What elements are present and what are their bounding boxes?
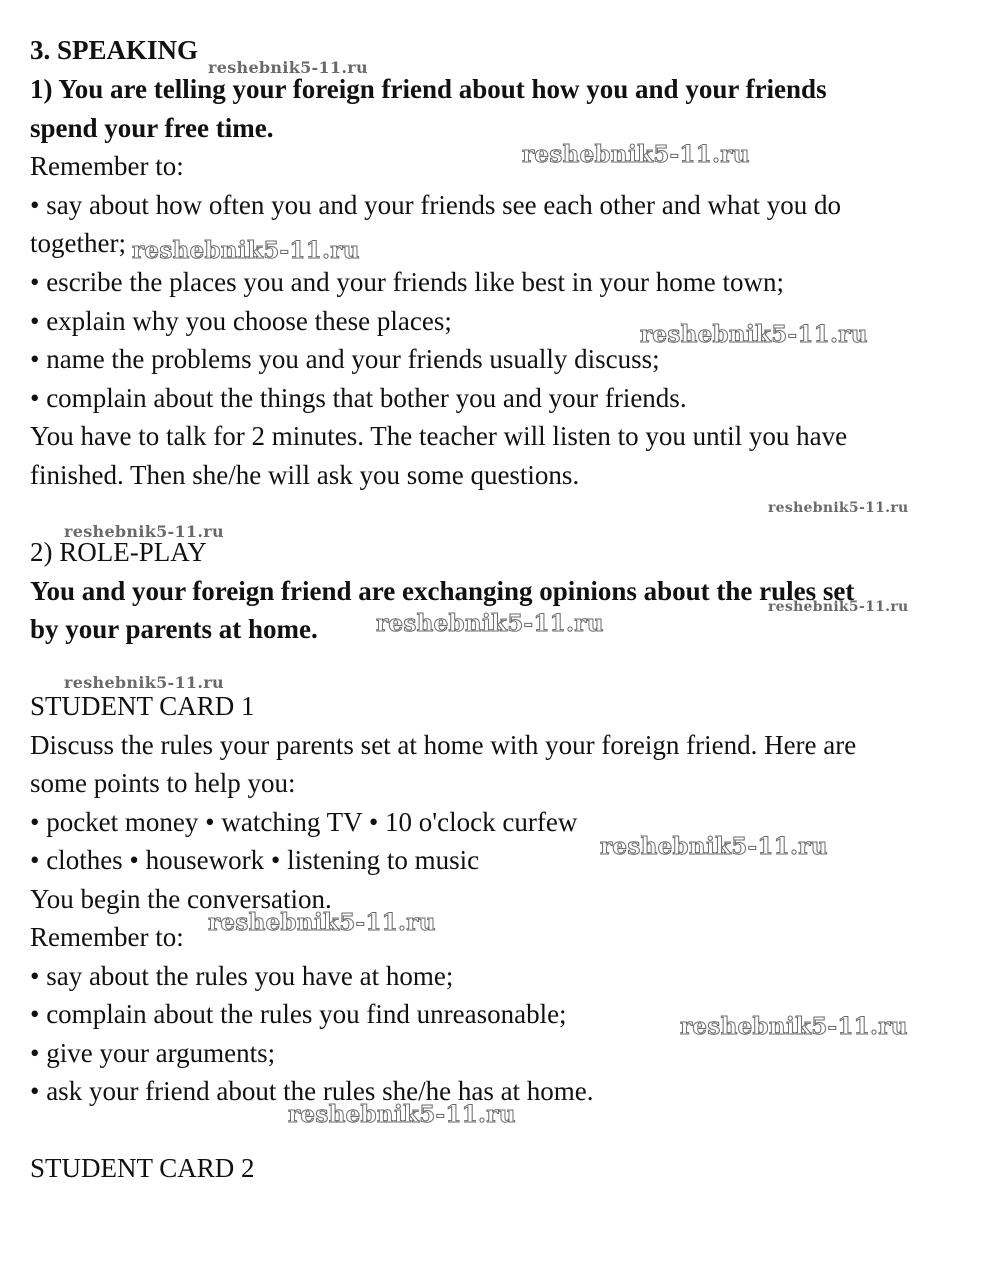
task2-prompt-line2: by your parents at home. [30, 614, 318, 644]
watermark: reshebnik5-11.ru [600, 833, 828, 860]
task1-prompt-line2: spend your free time. [30, 113, 274, 143]
watermark: reshebnik5-11.ru [132, 237, 360, 264]
watermark: reshebnik5-11.ru [288, 1101, 516, 1128]
watermark: reshebnik5-11.ru [376, 610, 604, 637]
card1-bullet-1: • say about the rules you have at home; [30, 961, 454, 991]
watermark: reshebnik5-11.ru [768, 500, 909, 516]
task1-note-line2: finished. Then she/he will ask you some questions. [30, 460, 580, 490]
card1-points-line1: • pocket money • watching TV • 10 o'clock curfew [30, 807, 578, 837]
task2-prompt-line1: You and your foreign friend are exchanging opinions about the rules set [30, 576, 855, 606]
watermark: reshebnik5-11.ru [522, 141, 750, 168]
watermark: reshebnik5-11.ru [640, 321, 868, 348]
task1-remember-label: Remember to: [30, 151, 184, 181]
card1-intro-line2: some points to help you: [30, 768, 296, 798]
section-heading: 3. SPEAKING [30, 35, 199, 65]
card1-bullet-3: • give your arguments; [30, 1038, 276, 1068]
task1-bullet-3: • explain why you choose these places; [30, 306, 452, 336]
watermark: reshebnik5-11.ru [768, 599, 909, 615]
task1-prompt-line1: 1) You are telling your foreign friend about how you and your friends [30, 74, 827, 104]
student-card-1-title: STUDENT CARD 1 [30, 691, 255, 721]
card1-bullet-2: • complain about the rules you find unreasonable; [30, 999, 567, 1029]
task1-bullet-1-line1: • say about how often you and your friends see each other and what you do [30, 190, 841, 220]
card1-points-line2: • clothes • housework • listening to music [30, 845, 480, 875]
card1-remember-label: Remember to: [30, 922, 184, 952]
roleplay-heading: 2) ROLE-PLAY [30, 537, 207, 567]
watermark: reshebnik5-11.ru [64, 522, 224, 541]
task1-bullet-4: • name the problems you and your friends usually discuss; [30, 344, 660, 374]
watermark: reshebnik5-11.ru [208, 909, 436, 936]
card1-begin: You begin the conversation. [30, 884, 332, 914]
card1-intro-line1: Discuss the rules your parents set at home with your foreign friend. Here are [30, 730, 857, 760]
task1-bullet-2: • escribe the places you and your friends like best in your home town; [30, 267, 785, 297]
watermark: reshebnik5-11.ru [64, 673, 224, 692]
task1-note-line1: You have to talk for 2 minutes. The teacher will listen to you until you have [30, 421, 848, 451]
student-card-2-title: STUDENT CARD 2 [30, 1153, 255, 1183]
task1-bullet-1-line2: together; [30, 228, 126, 258]
watermark: reshebnik5-11.ru [680, 1013, 908, 1040]
watermark: reshebnik5-11.ru [208, 58, 368, 77]
card1-bullet-4: • ask your friend about the rules she/he has at home. [30, 1076, 594, 1106]
task1-bullet-5: • complain about the things that bother you and your friends. [30, 383, 687, 413]
